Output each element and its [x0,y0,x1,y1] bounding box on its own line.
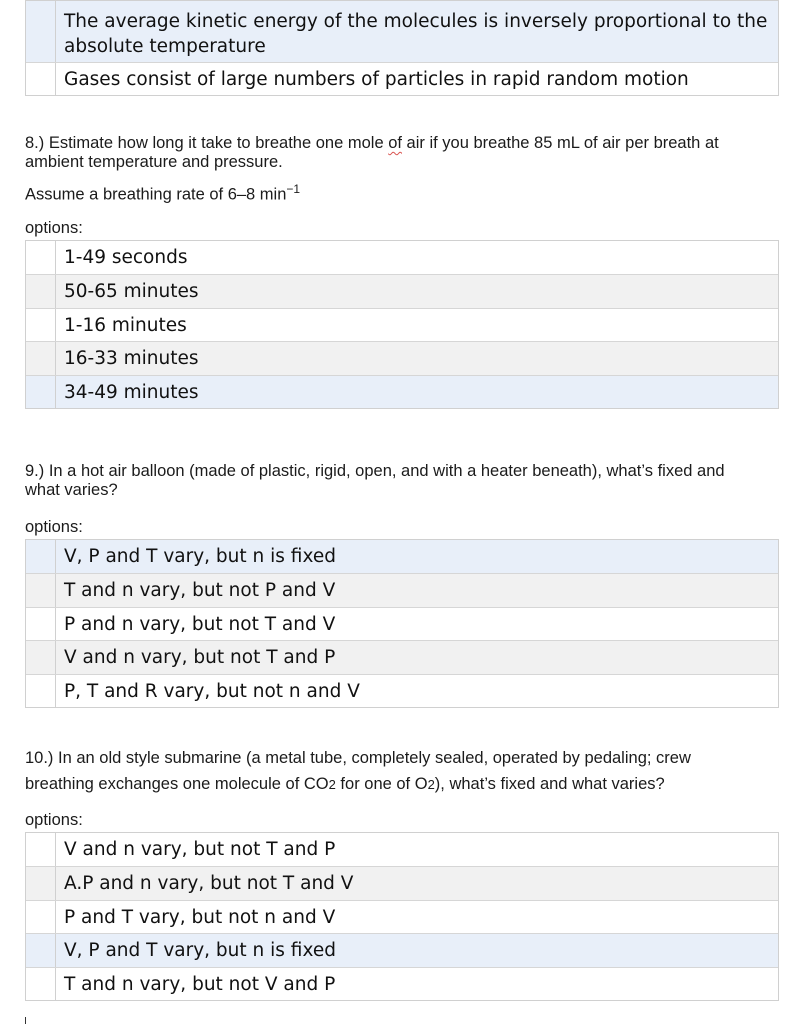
option-text: 34-49 minutes [64,381,199,403]
option-text: 16-33 minutes [64,348,199,369]
option-row[interactable] [26,375,778,408]
option-text: P, T and R vary, but not n and V [64,680,360,702]
option-row[interactable] [26,540,778,573]
option-text: A.P and n vary, but not T and V [64,873,354,894]
question-9 [25,462,775,500]
option-text: P and n vary, but not T and V [64,613,336,635]
option-text: V, P and T vary, but n is fixed [64,546,336,567]
option-row[interactable] [26,241,778,274]
option-row[interactable] [26,866,778,900]
options-label: options: [25,811,83,829]
option-row[interactable] [26,573,778,607]
q10-options-table [25,832,779,1001]
top-options-table [25,0,779,96]
spellcheck-word: of [388,134,402,152]
option-row[interactable] [26,674,778,707]
option-row[interactable] [26,607,778,640]
options-label: options: [25,219,83,237]
option-row[interactable] [26,967,778,1000]
question-8-line-2: ambient temperature and pressure. [25,153,283,171]
question-8 [25,134,775,205]
option-text: T and n vary, but not P and V [64,580,336,601]
question-8-line-3: Assume a breathing rate of 6–8 $\min^{-1}$ [25,182,301,204]
q9-options-table [25,539,779,708]
option-text: T and n vary, but not V and P [64,973,336,995]
option-row[interactable] [26,274,778,308]
question-10 [25,745,775,798]
option-text: P and T vary, but not n and V [64,906,336,928]
options-label: options: [25,518,83,536]
option-row[interactable] [26,62,778,95]
option-row[interactable] [26,308,778,341]
option-text: 50-65 minutes [64,281,199,302]
option-text: V, P and T vary, but n is fixed [64,940,336,961]
option-row[interactable] [26,933,778,967]
option-text: V and n vary, but not T and P [64,647,336,668]
text-cursor [25,1017,26,1024]
question-9-line-1: 9.) In a hot air balloon (made of plastic, rigid, open, and with a heater beneath), what’s fixed and [25,462,725,480]
option-row[interactable] [26,341,778,375]
question-9-line-2: what varies? [25,481,118,499]
option-row[interactable] [26,900,778,933]
option-row[interactable] [26,1,778,62]
option-text: 1-49 seconds [64,247,188,268]
option-row[interactable] [26,833,778,866]
option-text: V and n vary, but not T and P [64,839,336,860]
question-10-line-2: breathing exchanges one molecule of CO2 for one of O2), what’s fixed and what varies? [25,775,665,793]
q8-options-table [25,240,779,409]
option-row[interactable] [26,640,778,674]
question-10-line-1: 10.) In an old style submarine (a metal tube, completely sealed, operated by pedaling; crew [25,749,691,767]
question-8-line-1: 8.) Estimate how long it take to breathe one mole of air if you breathe 85 mL of air per breath at [25,134,719,152]
option-text: Gases consist of large numbers of particles in rapid random motion [64,68,689,90]
option-text: 1-16 minutes [64,314,187,336]
option-text: The average kinetic energy of the molecules is inversely proportional to the absolute temperature [64,10,768,57]
